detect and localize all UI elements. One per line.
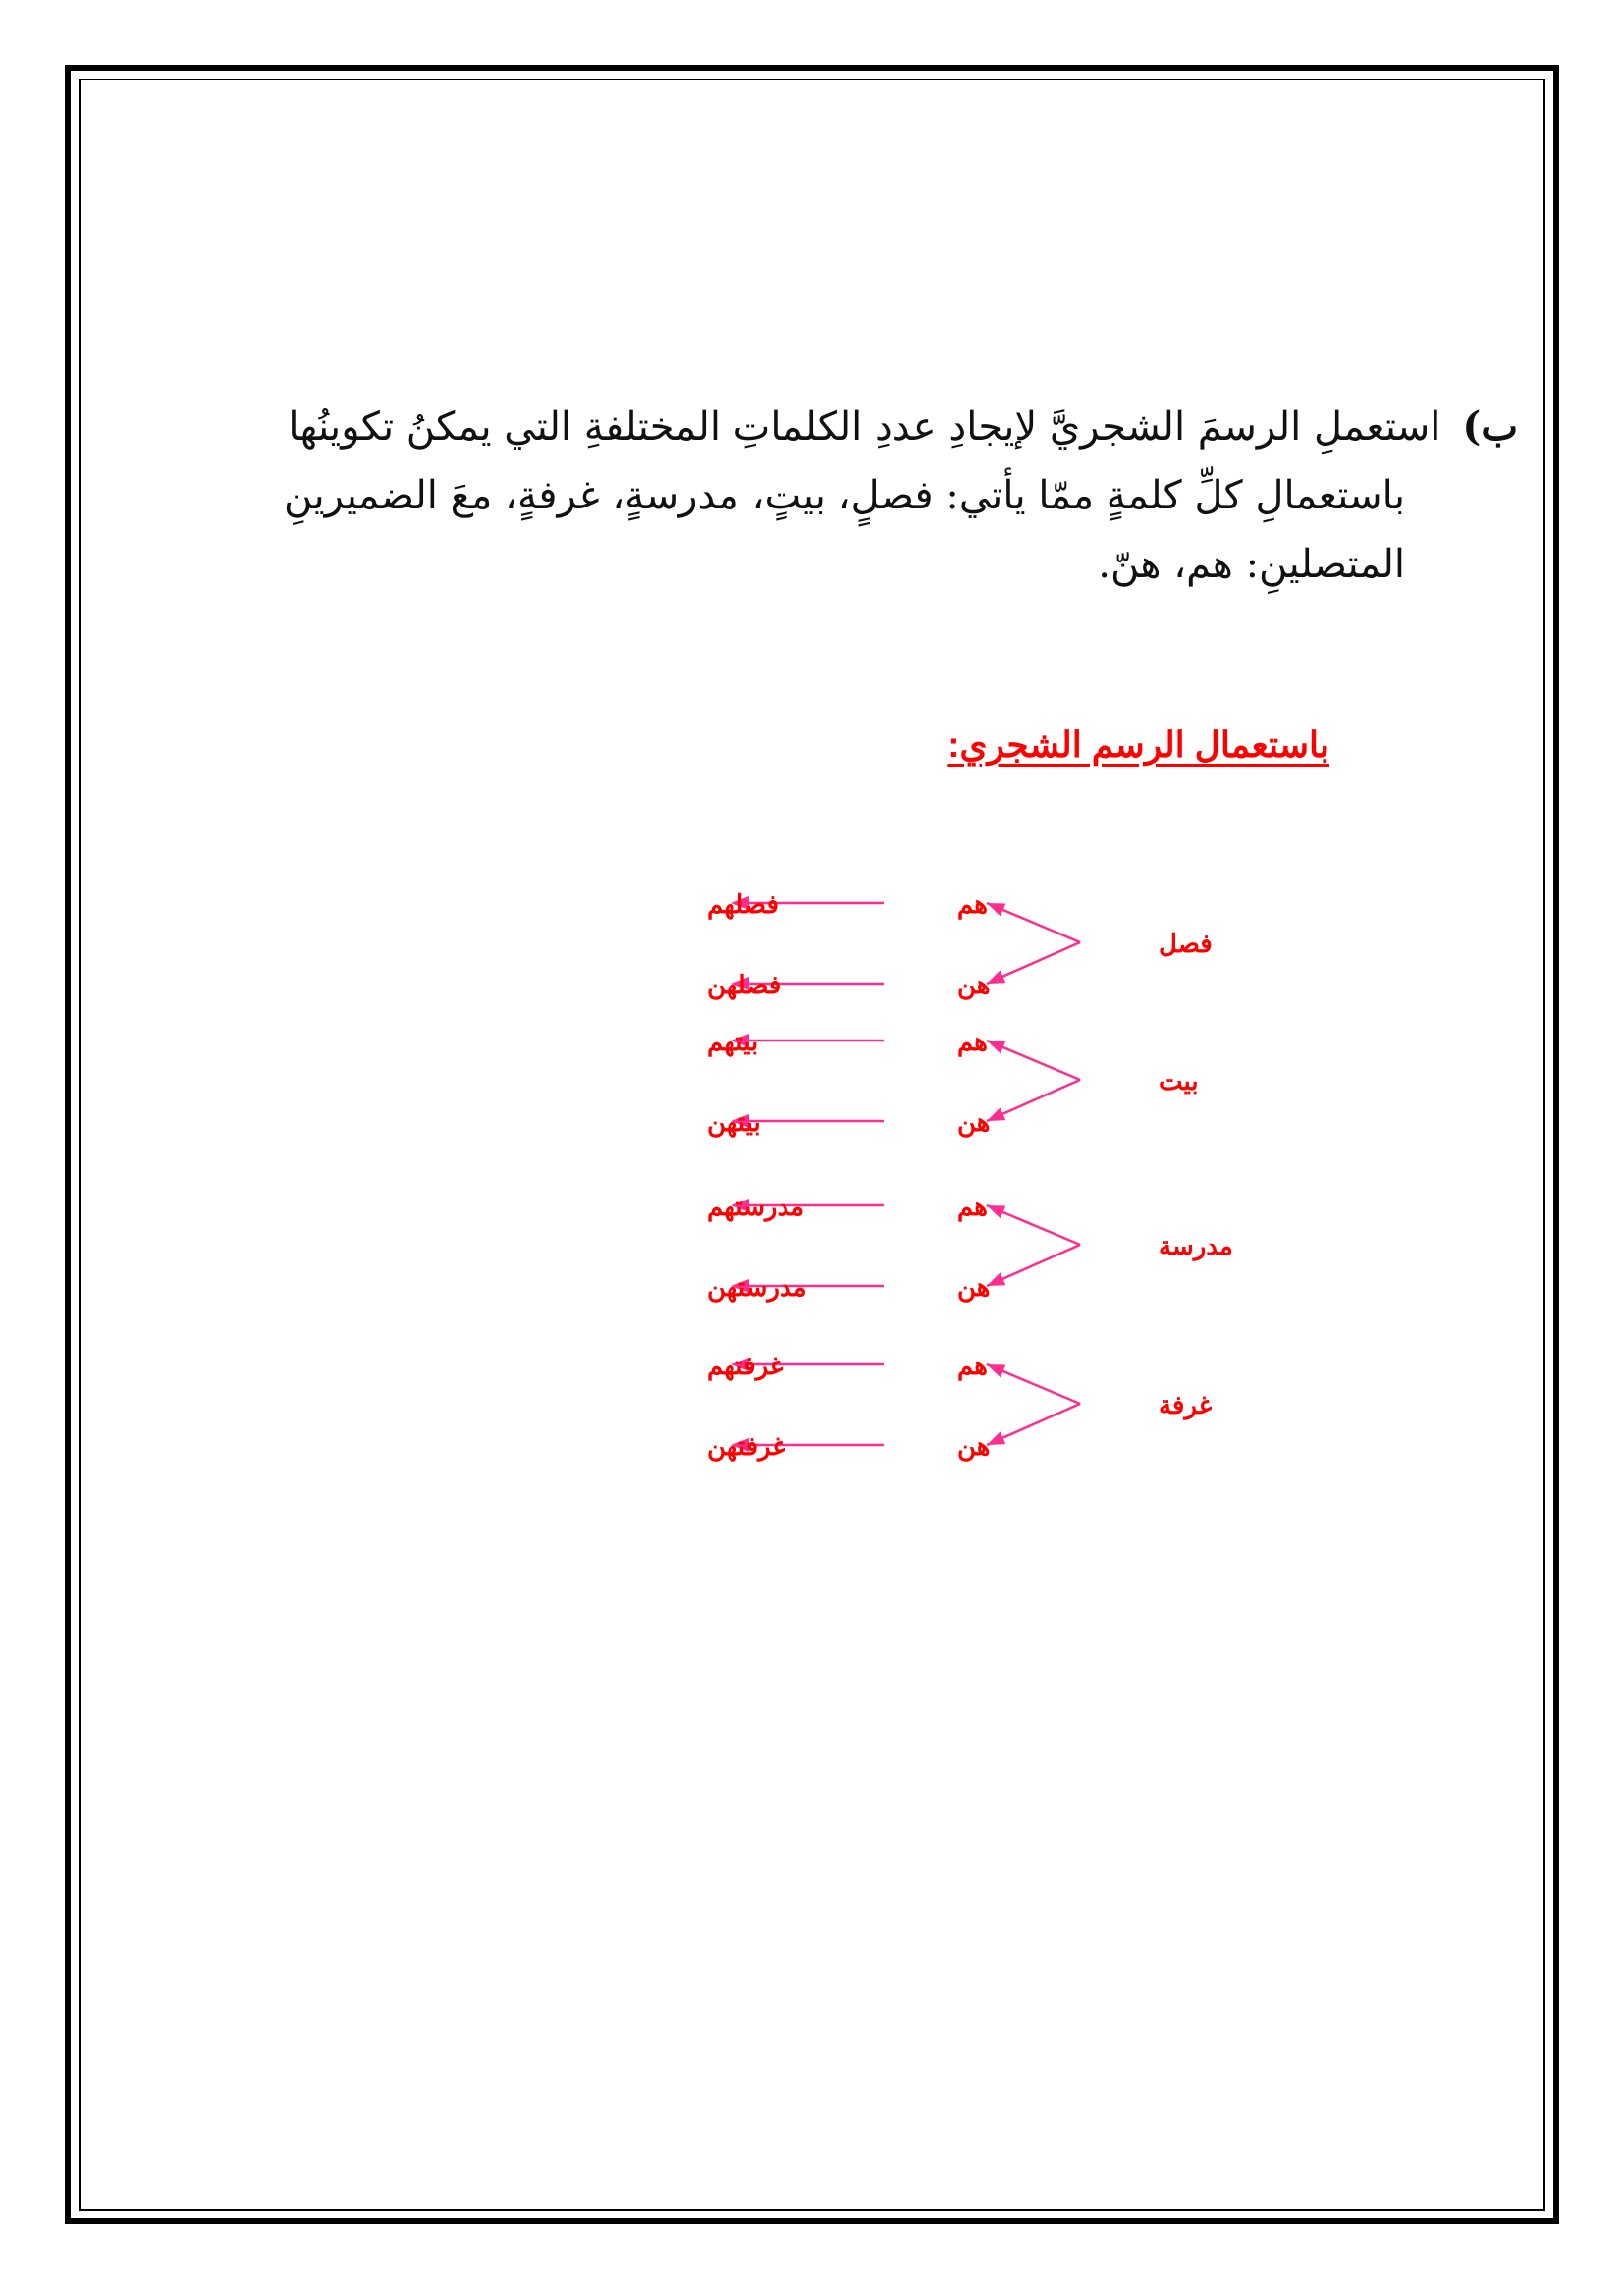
tree-result-word: غرفتهم [707, 1351, 784, 1380]
tree-pronoun: هن [957, 1107, 991, 1137]
tree-pronoun: هم [957, 1027, 989, 1056]
tree-result-word: مدرستهم [707, 1192, 805, 1221]
tree-root-word: فصل [1159, 929, 1213, 958]
tree-result-word: فصلهن [707, 970, 782, 999]
tree-pronoun: هن [957, 970, 991, 999]
tree-pronoun: هم [957, 889, 989, 919]
tree-result-word: بيتهم [707, 1027, 759, 1056]
tree-result-word: غرفتهن [707, 1431, 785, 1461]
question-text-1: استعملِ الرسمَ الشجريَّ لإيجادِ عددِ الكلماتِ المختلفةِ التي يمكنُ تكوينُها [288, 404, 1441, 450]
question-line-3: المتصلينِ: هم، هنّ. [1098, 542, 1405, 587]
answer-heading: باستعمال الرسم الشجري: [947, 724, 1329, 765]
tree-root-word: مدرسة [1159, 1231, 1233, 1260]
tree-branch-arrowhead [987, 1205, 1005, 1218]
tree-branch-arrowhead [987, 1364, 1005, 1377]
tree-branch-arrowhead [987, 1041, 1005, 1053]
tree-branch-arrowhead [987, 903, 1005, 916]
tree-result-word: مدرستهن [707, 1272, 807, 1302]
tree-pronoun: هم [957, 1351, 989, 1380]
question-letter: ب) [1462, 403, 1518, 450]
tree-result-word: فصلهم [707, 889, 779, 919]
tree-result-word: بيتهن [707, 1107, 761, 1137]
tree-root-word: بيت [1159, 1066, 1199, 1095]
tree-pronoun: هن [957, 1272, 991, 1302]
tree-root-word: غرفة [1159, 1390, 1213, 1419]
question-line-2: باستعمالِ كلِّ كلمةٍ ممّا يأتي: فصلٍ، بيتٍ، مدرسةٍ، غرفةٍ، معَ الضميرينِ [284, 473, 1405, 518]
tree-pronoun: هم [957, 1192, 989, 1221]
tree-pronoun: هن [957, 1431, 991, 1461]
